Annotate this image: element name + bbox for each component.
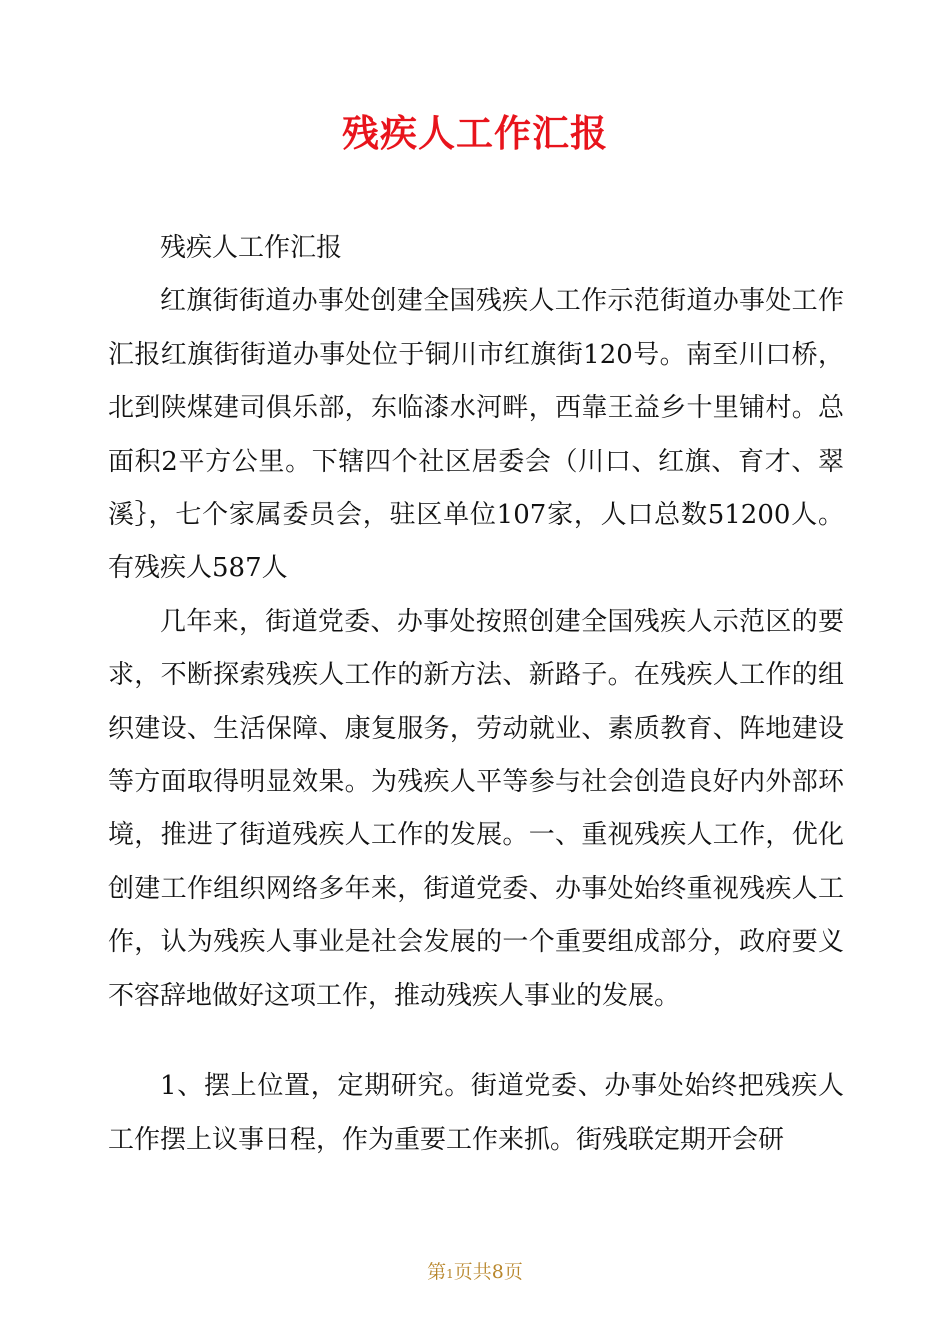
document-body bbox=[108, 222, 844, 1167]
paragraph-achievements: 几年来，街道党委、办事处按照创建全国残疾人示范区的要求，不断探索残疾人工作的新方法、新路子。在残疾人工作的组织建设、生活保障、康复服务，劳动就业、素质教育、阵地建设等方面取得明显效果。为残疾人平等参与社会创造良好内外部环境，推进了街道残疾人工作的发展。一、重视残疾人工作，优化创建工作组织网络多年来，街道党委、办事处始终重视残疾人工作，认为残疾人事业是社会发展的一个重要组成部分，政府要义不容辞地做好这项工作，推动残疾人事业的发展。 bbox=[108, 606, 844, 1011]
footer-prefix: 第 bbox=[427, 1261, 447, 1283]
page-footer bbox=[0, 1258, 950, 1288]
footer-page-number: 1 bbox=[446, 1267, 454, 1281]
paragraph-item-1: 1、摆上位置，定期研究。街道党委、办事处始终把残疾人工作摆上议事日程，作为重要工作来抓。街残联定期开会研 bbox=[108, 1071, 844, 1155]
footer-suffix: 页共8页 bbox=[453, 1261, 523, 1283]
paragraph-intro: 红旗街街道办事处创建全国残疾人工作示范街道办事处工作汇报红旗街街道办事处位于铜川市红旗街120号。南至川口桥，北到陕煤建司俱乐部，东临漆水河畔，西靠王益乡十里铺村。总面积2平方公里。下辖四个社区居委会（川口、红旗、育才、翠溪｝，七个家属委员会，驻区单位107家，人口总数51200人。有残疾人587人 bbox=[108, 286, 844, 584]
document-title: 残疾人工作汇报 bbox=[342, 111, 608, 155]
paragraph-heading: 残疾人工作汇报 bbox=[160, 233, 343, 263]
